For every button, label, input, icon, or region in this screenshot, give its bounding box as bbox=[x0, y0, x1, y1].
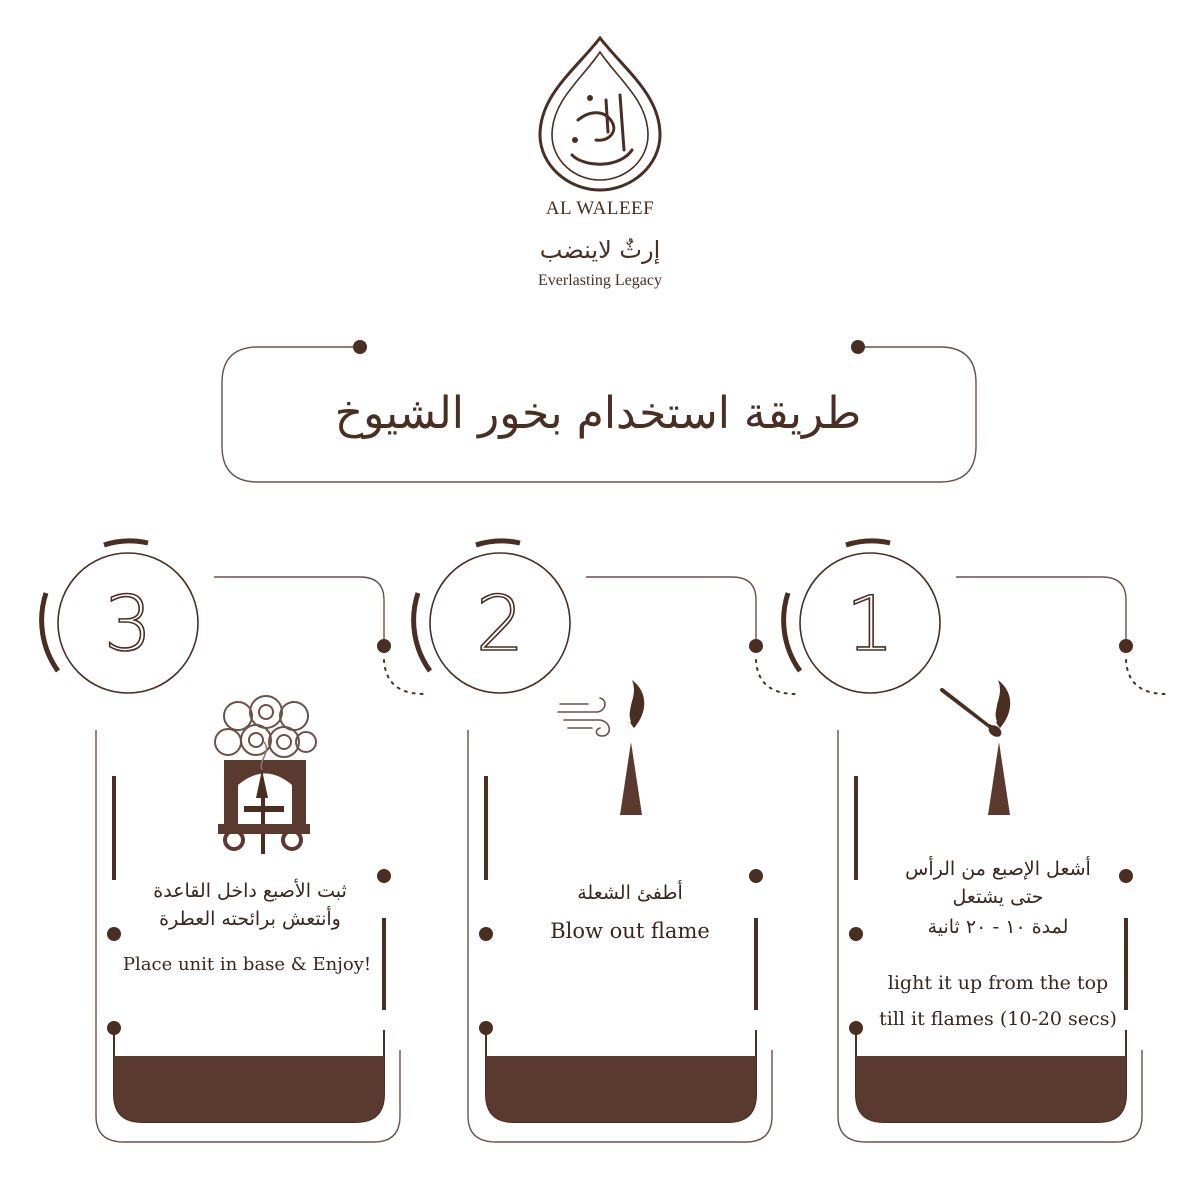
step1-english-line1: light it up from the top bbox=[887, 972, 1109, 994]
step1-dotted bbox=[1126, 660, 1166, 694]
title-dot-right bbox=[851, 340, 865, 354]
step3-dot-left bbox=[107, 927, 121, 941]
step1-bowl-fill bbox=[856, 1056, 1126, 1122]
step1-arabic-line1: أشعل الإصبع من الرأس bbox=[905, 858, 1091, 880]
step2-arc-left bbox=[414, 593, 430, 671]
step-number-1: 1 bbox=[845, 579, 895, 668]
step3-connector-dot bbox=[377, 639, 391, 653]
step3-connector bbox=[214, 577, 384, 644]
step1-arc-top bbox=[846, 541, 890, 545]
step1-connector bbox=[956, 577, 1126, 644]
step1-arabic-line3: لمدة ١٠ - ٢٠ ثانية bbox=[927, 916, 1069, 938]
step2-dot-left bbox=[479, 927, 493, 941]
brand-name: AL WALEEF bbox=[545, 198, 655, 219]
step2-bowl-fill bbox=[486, 1056, 756, 1122]
step2-dot-left-low bbox=[479, 1021, 493, 1035]
title-dot-left bbox=[353, 340, 367, 354]
page-title: طريقة استخدام بخور الشيوخ bbox=[334, 388, 862, 439]
step3-dotted bbox=[384, 660, 424, 694]
step1-arc-left bbox=[784, 593, 800, 671]
step3-arc-left bbox=[42, 593, 58, 671]
burner-icon bbox=[215, 696, 316, 854]
step3-english: Place unit in base & Enjoy! bbox=[122, 954, 372, 975]
step1-dot-left-low bbox=[849, 1021, 863, 1035]
brand-tagline-english: Everlasting Legacy bbox=[538, 272, 662, 289]
logo-drop-icon bbox=[540, 38, 660, 190]
step1-connector-dot bbox=[1119, 639, 1133, 653]
step1-arabic-line2: حتى يشتعل bbox=[952, 886, 1044, 908]
step3-arabic-line2: وأنتعش برائحته العطرة bbox=[159, 908, 341, 930]
step3-bowl-fill bbox=[114, 1056, 384, 1122]
brand-tagline-arabic: إرثٌ لاينضب bbox=[539, 236, 661, 264]
step2-english: Blow out flame bbox=[550, 919, 710, 943]
blow-out-icon bbox=[558, 680, 644, 815]
step-number-2: 2 bbox=[475, 579, 525, 668]
step2-dotted bbox=[756, 660, 796, 694]
step3-arc-top bbox=[104, 541, 148, 545]
step2-arc-top bbox=[476, 541, 520, 545]
step-number-3: 3 bbox=[103, 579, 153, 668]
step1-dot-left bbox=[849, 927, 863, 941]
step2-connector bbox=[586, 577, 756, 644]
step2-arabic: أطفئ الشعلة bbox=[577, 882, 683, 904]
step2-connector-dot bbox=[749, 639, 763, 653]
step1-english-line2: till it flames (10-20 secs) bbox=[879, 1008, 1117, 1030]
step3-dot-left-low bbox=[107, 1021, 121, 1035]
step3-arabic-line1: ثبت الأصبع داخل القاعدة bbox=[153, 880, 347, 902]
match-light-icon bbox=[942, 680, 1010, 815]
